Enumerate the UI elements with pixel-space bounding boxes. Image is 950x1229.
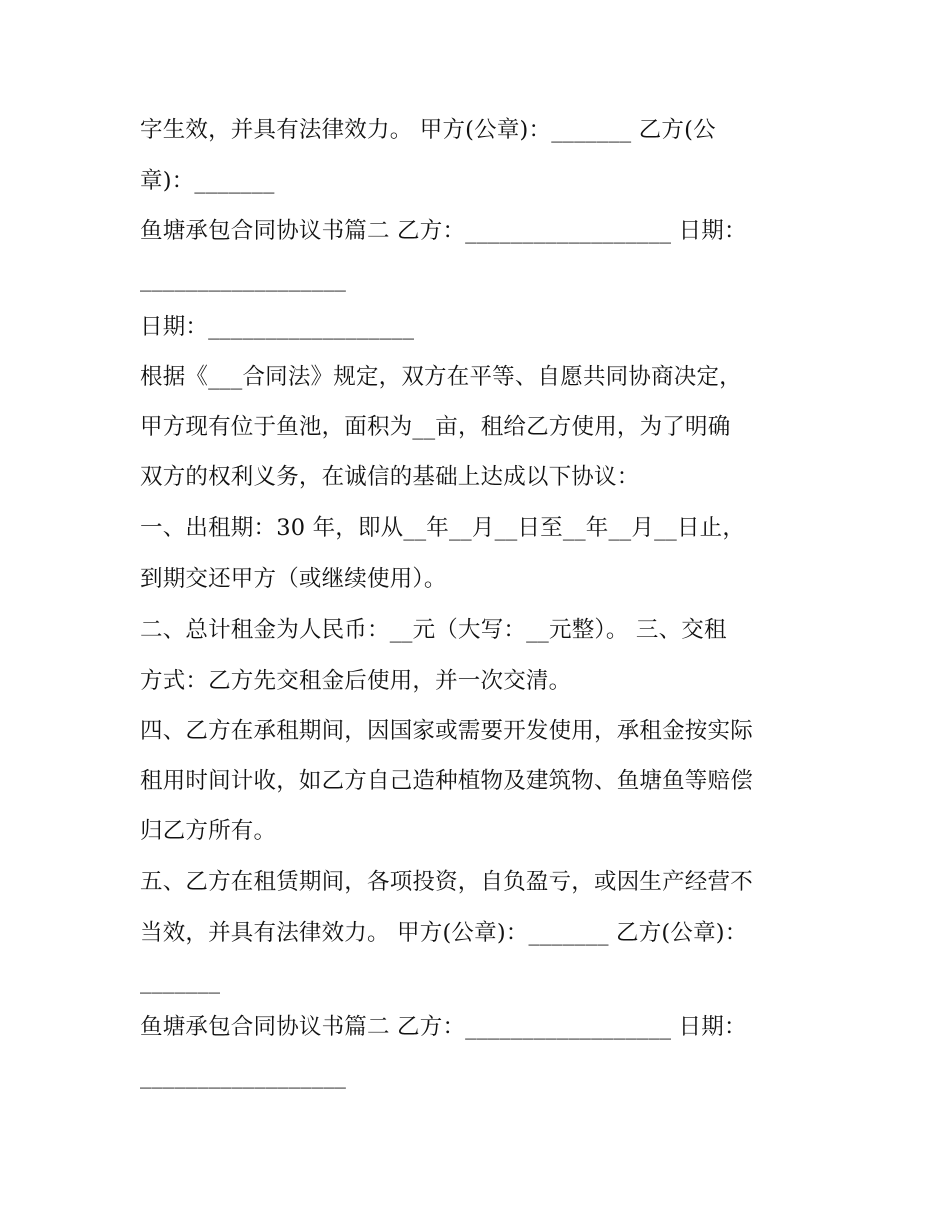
text-line: _______ (140, 968, 221, 994)
text-line: 到期交还甲方（或继续使用）。 (140, 566, 447, 592)
text-line: 四、乙方在承租期间，因国家或需要开发使用，承租金按实际 (140, 718, 753, 744)
text-line: 一、出租期：30 年，即从__年__月__日至__年__月__日止， (140, 515, 746, 541)
text-line: 双方的权利义务，在诚信的基础上达成以下协议： (140, 464, 640, 490)
text-line: 日期：__________________ (140, 314, 415, 340)
text-line: 二、总计租金为人民币：__元（大写：__元整）。 三、交租 (140, 617, 727, 643)
text-line: 甲方现有位于鱼池，面积为__亩，租给乙方使用，为了明确 (140, 414, 731, 440)
text-line: 字生效，并具有法律效力。 甲方(公章)：_______ 乙方(公 (140, 117, 716, 143)
text-line: 归乙方所有。 (140, 818, 277, 844)
text-line: 五、乙方在租赁期间，各项投资，自负盈亏，或因生产经营不 (140, 869, 753, 895)
text-line: __________________ (140, 1063, 347, 1089)
text-line: 租用时间计收，如乙方自己造种植物及建筑物、鱼塘鱼等赔偿 (140, 768, 753, 794)
text-line: 当效，并具有法律效力。 甲方(公章)：_______ 乙方(公章)： (140, 920, 748, 946)
text-line: 根据《___合同法》规定，双方在平等、自愿共同协商决定， (140, 364, 742, 390)
text-line: 鱼塘承包合同协议书篇二 乙方：__________________ 日期： (140, 1014, 747, 1040)
text-line: 鱼塘承包合同协议书篇二 乙方：__________________ 日期： (140, 218, 747, 244)
text-line: 方式：乙方先交租金后使用，并一次交清。 (140, 668, 572, 694)
text-line: 章)：_______ (140, 168, 275, 194)
text-line: __________________ (140, 266, 347, 292)
